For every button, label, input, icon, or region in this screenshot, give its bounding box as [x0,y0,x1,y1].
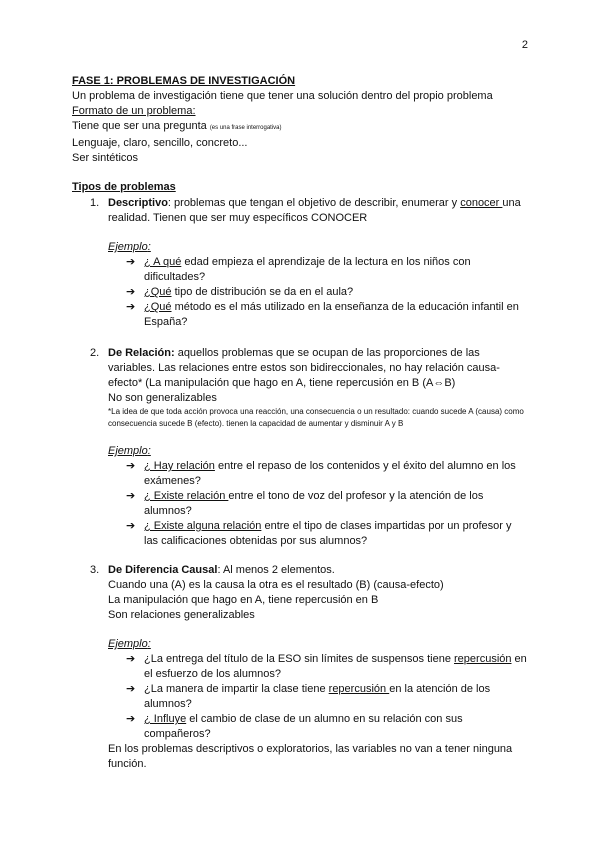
document-body [72,74,532,772]
item-text-line: Son relaciones generalizables [108,609,255,621]
section-heading-types: Tipos de problemas [72,181,176,193]
page-title: FASE 1: PROBLEMAS DE INVESTIGACIÓN [72,75,296,87]
footnote: *La idea de que toda acción provoca una reacción, una consecuencia o un resultado: cuando sucede A (causa) como consecuencia sucede B (efecto). tienen la capacidad de aumentar y disminuir A y B [108,407,524,428]
arrow-icon: ➔ [126,301,136,313]
example-text: edad empieza el aprendizaje de la lectura en los niños con dificultades? [144,256,471,283]
example-bullet [126,712,528,742]
item-text-line: No son generalizables [108,392,217,404]
list-item-descriptivo [90,196,532,330]
list-number: 1. [90,197,100,209]
item-title: Descriptivo [108,197,168,209]
item-text: aquellos problemas que se ocupan de las proporciones de las variables. Las relaciones entre estos son bidireccionales, no hay relación causa-efecto* (La manipulación que hago en A, tiene repercusión en B (A⇔B) [108,347,500,389]
closing-text: En los problemas descriptivos o exploratorios, las variables no van a tener ninguna función. [108,743,513,770]
item-description [108,346,528,391]
intro-text: Un problema de investigación tiene que tener una solución dentro del propio problema [72,90,493,102]
arrow-icon: ➔ [126,286,136,298]
example-text: entre el tono de voz del profesor y la atención de los alumnos? [144,490,484,517]
list-number: 2. [90,347,100,359]
example-bullet [126,459,528,489]
example-label: Ejemplo: [108,241,151,253]
example-label-text: Ejemplo [108,241,148,253]
item-text: : problemas que tengan el objetivo de describir, enumerar y [167,197,461,209]
example-label: Ejemplo: [108,638,151,650]
example-text: en la atención de los alumnos? [144,683,491,710]
example-text: tipo de distribución se da en el aula? [171,286,354,298]
format-line [72,119,532,136]
example-underlined: ¿ Existe alguna relación [144,520,262,532]
example-underlined: ¿Qué [144,301,172,313]
example-underlined: repercusión [328,683,390,695]
example-text: entre el tipo de clases impartidas por un profesor y las calificaciones obtenidas por sus alumnos? [144,520,512,547]
item-text: una realidad. Tienen que ser muy específicos CONOCER [108,197,521,224]
example-bullet [126,519,528,549]
item-text-underlined: conocer [460,197,503,209]
example-text: el cambio de clase de un alumno en su relación con sus compañeros? [144,713,463,740]
example-text: ¿La manera de impartir la clase tiene [144,683,329,695]
example-label-text: Ejemplo [108,638,148,650]
list-item-relacion [90,346,532,549]
format-line-text: Tiene que ser una pregunta [72,120,207,132]
example-text: entre el repaso de los contenidos y el éxito del alumno en los exámenes? [144,460,516,487]
format-heading: Formato de un problema: [72,105,196,117]
arrow-icon: ➔ [126,490,136,502]
example-bullet [126,489,528,519]
item-description [108,196,528,226]
format-line-note: (es una frase interrogativa) [209,125,282,131]
example-underlined: ¿ Hay relación [144,460,215,472]
example-text: en el esfuerzo de los alumnos? [144,653,527,680]
arrow-icon: ➔ [126,683,136,695]
item-text-line: La manipulación que hago en A, tiene repercusión en B [108,594,379,606]
example-bullet [126,652,528,682]
example-underlined: ¿ Influye [144,713,187,725]
arrow-icon: ➔ [126,713,136,725]
example-underlined: ¿ Existe relación [144,490,229,502]
example-text: ¿La entrega del título de la ESO sin límites de suspensos tiene [144,653,455,665]
example-label-text: Ejemplo [108,445,148,457]
item-text-line: Cuando una (A) es la causa la otra es el resultado (B) (causa-efecto) [108,579,444,591]
example-bullet [126,285,528,300]
format-line: Lenguaje, claro, sencillo, concreto... [72,137,248,149]
arrow-icon: ➔ [126,256,136,268]
list-number: 3. [90,564,100,576]
example-underlined: ¿ A qué [144,256,182,268]
format-line: Ser sintéticos [72,152,139,164]
item-text: : Al menos 2 elementos. [217,564,335,576]
item-description [108,563,528,578]
example-text: método es el más utilizado en la enseñanza de la educación infantil en España? [144,301,519,328]
item-title: De Relación: [108,347,175,359]
arrow-icon: ➔ [126,460,136,472]
list-item-diferencia-causal [90,563,532,772]
example-underlined: repercusión [454,653,512,665]
arrow-icon: ➔ [126,653,136,665]
example-bullet [126,255,528,285]
example-underlined: ¿Qué [144,286,172,298]
example-bullet [126,300,528,330]
page-number: 2 [521,39,528,51]
arrow-icon: ➔ [126,520,136,532]
example-label: Ejemplo: [108,445,151,457]
item-title: De Diferencia Causal [108,564,218,576]
example-bullet [126,682,528,712]
